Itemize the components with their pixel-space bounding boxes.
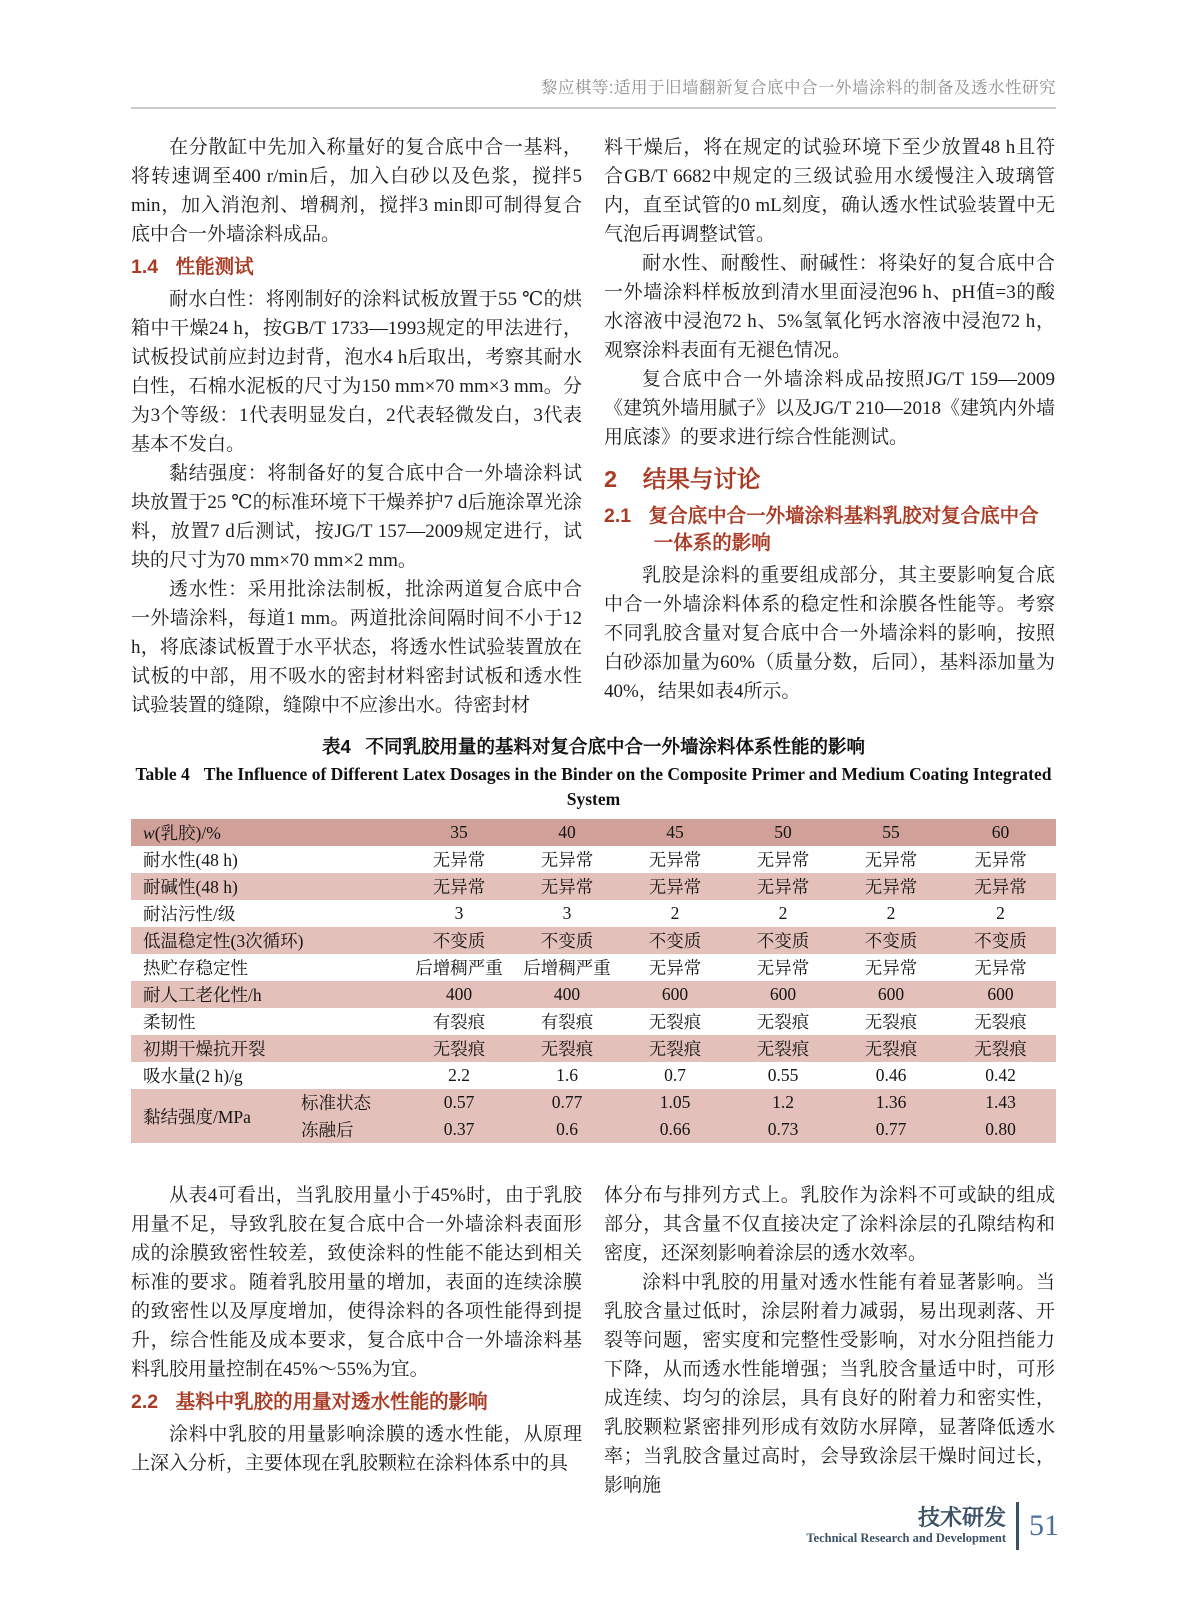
footer-section-en: Technical Research and Development [806, 1531, 1006, 1545]
table-cell: 0.80 [985, 1119, 1016, 1139]
row-label: 耐碱性(48 h) [143, 877, 238, 897]
table-row [131, 873, 1056, 900]
table-row [131, 846, 1056, 873]
page-number: 51 [1029, 1509, 1059, 1542]
table-cell: 2 [886, 903, 896, 923]
heading-2 [604, 464, 1055, 494]
footer-divider [1016, 1502, 1019, 1550]
table-cell: 不变质 [864, 931, 918, 951]
page-content [131, 133, 1056, 1500]
table-row [131, 1062, 1056, 1089]
table-caption-text: The Influence of Different Latex Dosages in the Binder on the Composite Primer and Medium Coating Integrated System [203, 764, 1052, 809]
table-cell: 2 [778, 903, 788, 923]
table-cell: 0.55 [767, 1065, 799, 1085]
table-cell: 无异常 [864, 877, 918, 897]
table-cell: 0.46 [875, 1065, 907, 1085]
row-label: 耐水性(48 h) [143, 850, 238, 870]
heading-title: 性能测试 [175, 256, 254, 278]
table-row [131, 1089, 1056, 1116]
table-cell: 无裂痕 [540, 1039, 594, 1059]
table-cell: 1.05 [659, 1092, 691, 1112]
table-cell: 0.77 [875, 1119, 907, 1139]
table-4-grid [131, 819, 1056, 1143]
page-footer [806, 1502, 1059, 1550]
table-cell: 无异常 [648, 877, 702, 897]
row-label: 耐沾污性/级 [143, 904, 236, 924]
heading-number: 2.1 [604, 505, 632, 527]
row-label: 柔韧性 [143, 1012, 196, 1032]
heading-number: 2 [604, 466, 618, 492]
table-cell: 600 [877, 984, 905, 1004]
footer-section [806, 1506, 1006, 1546]
table-cell: 无异常 [974, 850, 1027, 870]
table-row [131, 900, 1056, 927]
paragraph: 透水性：采用批涂法制板，批涂两道复合底中合一外墙涂料，每道1 mm。两道批涂间隔时间不小于12 h，将底漆试板置于水平状态，将透水性试验装置放在试板的中部，用不吸水的密封材料密封试板和透水性试验装置的缝隙，缝隙中不应渗出水。待密封材 [131, 579, 582, 716]
table-header-label: w(乳胶)/% [143, 823, 221, 843]
table-cell: 无异常 [756, 850, 810, 870]
table-header-cell: 55 [882, 822, 900, 842]
table-cell: 无异常 [432, 850, 486, 870]
left-column-top [131, 133, 582, 720]
paragraph: 涂料中乳胶的用量影响涂膜的透水性能，从原理上深入分析，主要体现在乳胶颗粒在涂料体系中的具 [131, 1424, 582, 1474]
table-header-row [131, 819, 1056, 846]
row-label: 黏结强度/MPa [143, 1106, 251, 1127]
table-cell: 无异常 [756, 958, 810, 978]
footer-section-zh: 技术研发 [917, 1505, 1006, 1530]
table-cell: 无裂痕 [648, 1012, 702, 1032]
heading-title: 结果与讨论 [642, 466, 761, 492]
row-label: 热贮存稳定性 [143, 958, 248, 978]
table-cell: 无异常 [864, 958, 918, 978]
table-cell: 1.43 [985, 1092, 1016, 1112]
table-cell: 无裂痕 [756, 1012, 810, 1032]
table-cell: 无裂痕 [432, 1039, 486, 1059]
heading-number: 2.2 [131, 1391, 159, 1413]
row-sublabel: 标准状态 [301, 1093, 371, 1113]
table-body [131, 846, 1056, 1143]
table-cell: 1.6 [556, 1065, 578, 1085]
table-cell: 400 [553, 984, 581, 1004]
table-cell: 1.2 [772, 1092, 794, 1112]
table-header-cell: 40 [558, 822, 576, 842]
table-cell: 400 [445, 984, 473, 1004]
table-cell: 3 [454, 903, 464, 923]
table-header-cell: 35 [450, 822, 468, 842]
table-4-block [131, 734, 1056, 1143]
heading-title: 基料中乳胶的用量对透水性能的影响 [175, 1391, 488, 1413]
paragraph: 料干燥后，将在规定的试验环境下至少放置48 h且符合GB/T 6682中规定的三级试验用水缓慢注入玻璃管内，直至试管的0 mL刻度，确认透水性试验装置中无气泡后再调整试管。 [604, 137, 1055, 245]
table-cell: 2.2 [448, 1065, 470, 1085]
table-cell: 0.42 [985, 1065, 1016, 1085]
table-cell: 无裂痕 [756, 1039, 810, 1059]
row-label: 初期干燥抗开裂 [143, 1039, 266, 1059]
heading-2-1 [604, 503, 1055, 557]
table-cell: 0.57 [443, 1092, 475, 1112]
heading-number: 1.4 [131, 256, 159, 278]
table-cell: 无裂痕 [974, 1039, 1027, 1059]
table-cell: 后增稠严重 [415, 958, 503, 978]
table-caption-label: 表4 [321, 736, 351, 757]
table-cell: 无裂痕 [864, 1039, 918, 1059]
table-row [131, 1035, 1056, 1062]
heading-title: 复合底中合一外墙涂料基料乳胶对复合底中合一体系的影响 [648, 505, 1039, 554]
paragraph: 耐水性、耐酸性、耐碱性：将染好的复合底中合一外墙涂料样板放到清水里面浸泡96 h、pH值=3的酸水溶液中浸泡72 h、5%氢氧化钙水溶液中浸泡72 h，观察涂料表面有无褪色情况。 [604, 253, 1055, 361]
table-caption-text: 不同乳胶用量的基料对复合底中合一外墙涂料体系性能的影响 [365, 736, 866, 757]
paragraph: 体分布与排列方式上。乳胶作为涂料不可或缺的组成部分，其含量不仅直接决定了涂料涂层的孔隙结构和密度，还深刻影响着涂层的透水效率。 [604, 1185, 1055, 1264]
table-cell: 无异常 [648, 958, 702, 978]
table-header-cell: 60 [991, 822, 1010, 842]
table-cell: 无异常 [974, 877, 1027, 897]
right-column-bottom [604, 1181, 1055, 1500]
row-label: 低温稳定性(3次循环) [143, 931, 304, 951]
table-cell: 无裂痕 [974, 1012, 1027, 1032]
table-cell: 不变质 [648, 931, 702, 951]
header-divider [131, 107, 1056, 109]
row-label: 耐人工老化性/h [143, 985, 262, 1005]
table-cell: 无裂痕 [648, 1039, 702, 1059]
table-cell: 无异常 [974, 958, 1027, 978]
table-cell: 后增稠严重 [523, 958, 611, 978]
heading-1-4 [131, 254, 582, 281]
table-caption-en [131, 762, 1056, 812]
heading-2-2 [131, 1389, 582, 1416]
table-cell: 0.6 [556, 1119, 578, 1139]
table-cell: 不变质 [974, 931, 1027, 951]
table-header-cell: 50 [774, 822, 792, 842]
running-head [131, 0, 1056, 109]
table-cell: 0.66 [659, 1119, 691, 1139]
table-row [131, 1008, 1056, 1035]
row-label: 吸水量(2 h)/g [143, 1066, 243, 1086]
table-cell: 不变质 [432, 931, 486, 951]
table-cell: 0.7 [664, 1065, 686, 1085]
top-columns [131, 133, 1056, 720]
table-header-cell: 45 [666, 822, 684, 842]
paragraph: 乳胶是涂料的重要组成部分，其主要影响复合底中合一外墙涂料体系的稳定性和涂膜各性能等。考察不同乳胶含量对复合底中合一外墙涂料的影响，按照白砂添加量为60%（质量分数，后同），基料添加量为40%，结果如表4所示。 [604, 565, 1055, 702]
paragraph: 耐水白性：将刚制好的涂料试板放置于55 ℃的烘箱中干燥24 h，按GB/T 1733—1993规定的甲法进行，试板投试前应封边封背，泡水4 h后取出，考察其耐水白性，石棉水泥板的尺寸为150 mm×70 mm×3 mm。分为3个等级：1代表明显发白，2代表轻微发白，3代表基本不发白。 [131, 289, 582, 455]
table-row [131, 954, 1056, 981]
table-cell: 无异常 [864, 850, 918, 870]
running-title: 黎应棋等:适用于旧墙翻新复合底中合一外墙涂料的制备及透水性研究 [540, 79, 1056, 97]
table-cell: 无异常 [540, 877, 594, 897]
table-cell: 600 [661, 984, 689, 1004]
paragraph: 在分散缸中先加入称量好的复合底中合一基料，将转速调至400 r/min后，加入白砂以及色浆，搅拌5 min，加入消泡剂、增稠剂，搅拌3 min即可制得复合底中合一外墙涂料成品。 [131, 137, 582, 245]
table-cell: 3 [562, 903, 572, 923]
table-cell: 无裂痕 [864, 1012, 918, 1032]
table-cell: 无异常 [432, 877, 486, 897]
table-cell: 无异常 [540, 850, 594, 870]
table-cell: 0.37 [443, 1119, 475, 1139]
table-row [131, 927, 1056, 954]
table-cell: 无异常 [648, 850, 702, 870]
table-row [131, 981, 1056, 1008]
table-cell: 2 [670, 903, 680, 923]
table-cell: 不变质 [540, 931, 594, 951]
right-column-top [604, 133, 1055, 720]
left-column-bottom [131, 1181, 582, 1500]
table-caption-zh [131, 734, 1056, 759]
table-cell: 0.77 [551, 1092, 583, 1112]
table-cell: 0.73 [767, 1119, 799, 1139]
paragraph: 复合底中合一外墙涂料成品按照JG/T 159—2009《建筑外墙用腻子》以及JG/T 210—2018《建筑内外墙用底漆》的要求进行综合性能测试。 [604, 369, 1055, 448]
table-cell: 有裂痕 [540, 1012, 594, 1032]
table-cell: 不变质 [756, 931, 810, 951]
paragraph: 从表4可看出，当乳胶用量小于45%时，由于乳胶用量不足，导致乳胶在复合底中合一外墙涂料表面形成的涂膜致密性较差，致使涂料的性能不能达到相关标准的要求。随着乳胶用量的增加，表面的连续涂膜的致密性以及厚度增加，使得涂料的各项性能得到提升，综合性能及成本要求，复合底中合一外墙涂料基料乳胶用量控制在45%～55%为宜。 [131, 1185, 582, 1380]
paragraph: 涂料中乳胶的用量对透水性能有着显著影响。当乳胶含量过低时，涂层附着力减弱，易出现剥落、开裂等问题，密实度和完整性受影响，对水分阻挡能力下降，从而透水性能增强；当乳胶含量适中时，可形成连续、均匀的涂层，具有良好的附着力和密实性，乳胶颗粒紧密排列形成有效防水屏障，显著降低透水率；当乳胶含量过高时，会导致涂层干燥时间过长，影响施 [604, 1272, 1055, 1496]
table-cell: 1.36 [875, 1092, 907, 1112]
table-cell: 600 [769, 984, 797, 1004]
table-cell: 600 [987, 984, 1014, 1004]
table-caption-label: Table 4 [135, 764, 190, 784]
bottom-columns [131, 1181, 1056, 1500]
table-cell: 无异常 [756, 877, 810, 897]
row-sublabel: 冻融后 [301, 1120, 354, 1140]
paragraph: 黏结强度：将制备好的复合底中合一外墙涂料试块放置于25 ℃的标准环境下干燥养护7 d后施涂罩光涂料，放置7 d后测试，按JG/T 157—2009规定进行，试块的尺寸为70 mm×70 mm×2 mm。 [131, 463, 582, 571]
table-cell: 2 [996, 903, 1005, 923]
table-cell: 有裂痕 [432, 1012, 486, 1032]
